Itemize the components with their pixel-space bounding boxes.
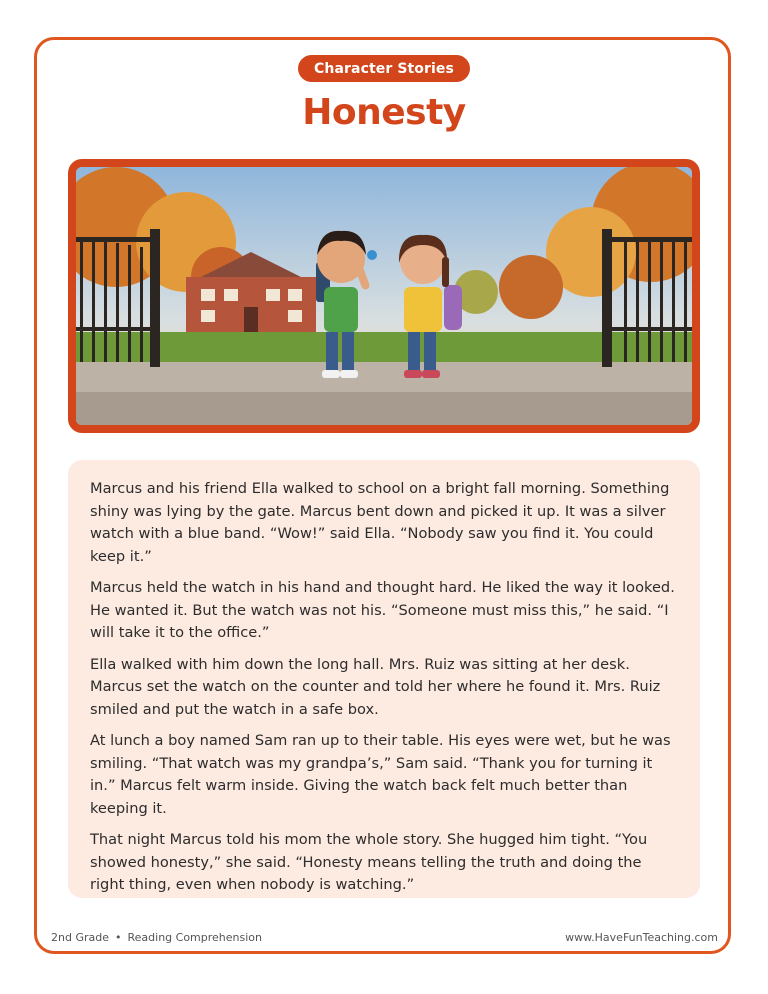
grade-level: 2nd Grade bbox=[51, 931, 109, 944]
story-paragraph: Marcus held the watch in his hand and thought hard. He liked the way it looked. He wanted it. But the watch was not his. “Someone must miss this,” he said. “I will take it to the office.” bbox=[90, 579, 675, 641]
story-paragraph: That night Marcus told his mom the whole story. She hugged him tight. “You showed honesty,” she said. “Honesty means telling the truth and doing the right thing, even when nobody is watching.” bbox=[90, 831, 648, 893]
footer-grade-subject bbox=[51, 931, 262, 944]
story-illustration bbox=[68, 159, 700, 433]
separator-dot: • bbox=[115, 931, 122, 944]
website-link[interactable]: www.HaveFunTeaching.com bbox=[565, 931, 718, 944]
story-paragraph: Marcus and his friend Ella walked to school on a bright fall morning. Something shiny was lying by the gate. Marcus bent down and picked it up. It was a silver watch with a blue band. “Wow!” said Ella. “Nobody saw you find it. You could keep it.” bbox=[90, 480, 670, 565]
story-passage bbox=[68, 460, 700, 898]
story-paragraph: At lunch a boy named Sam ran up to their table. His eyes were wet, but he was smiling. “That watch was my grandpa’s,” Sam said. “Thank you for turning it in.” Marcus felt warm inside. Giving the watch back felt much better than keeping it. bbox=[90, 732, 671, 817]
category-badge: Character Stories bbox=[298, 55, 470, 82]
page-title: Honesty bbox=[302, 92, 466, 133]
subject-label: Reading Comprehension bbox=[127, 931, 263, 944]
story-paragraph: Ella walked with him down the long hall. Mrs. Ruiz was sitting at her desk. Marcus set the watch on the counter and told her where he found it. Mrs. Ruiz smiled and put the watch in a safe box. bbox=[90, 655, 661, 718]
